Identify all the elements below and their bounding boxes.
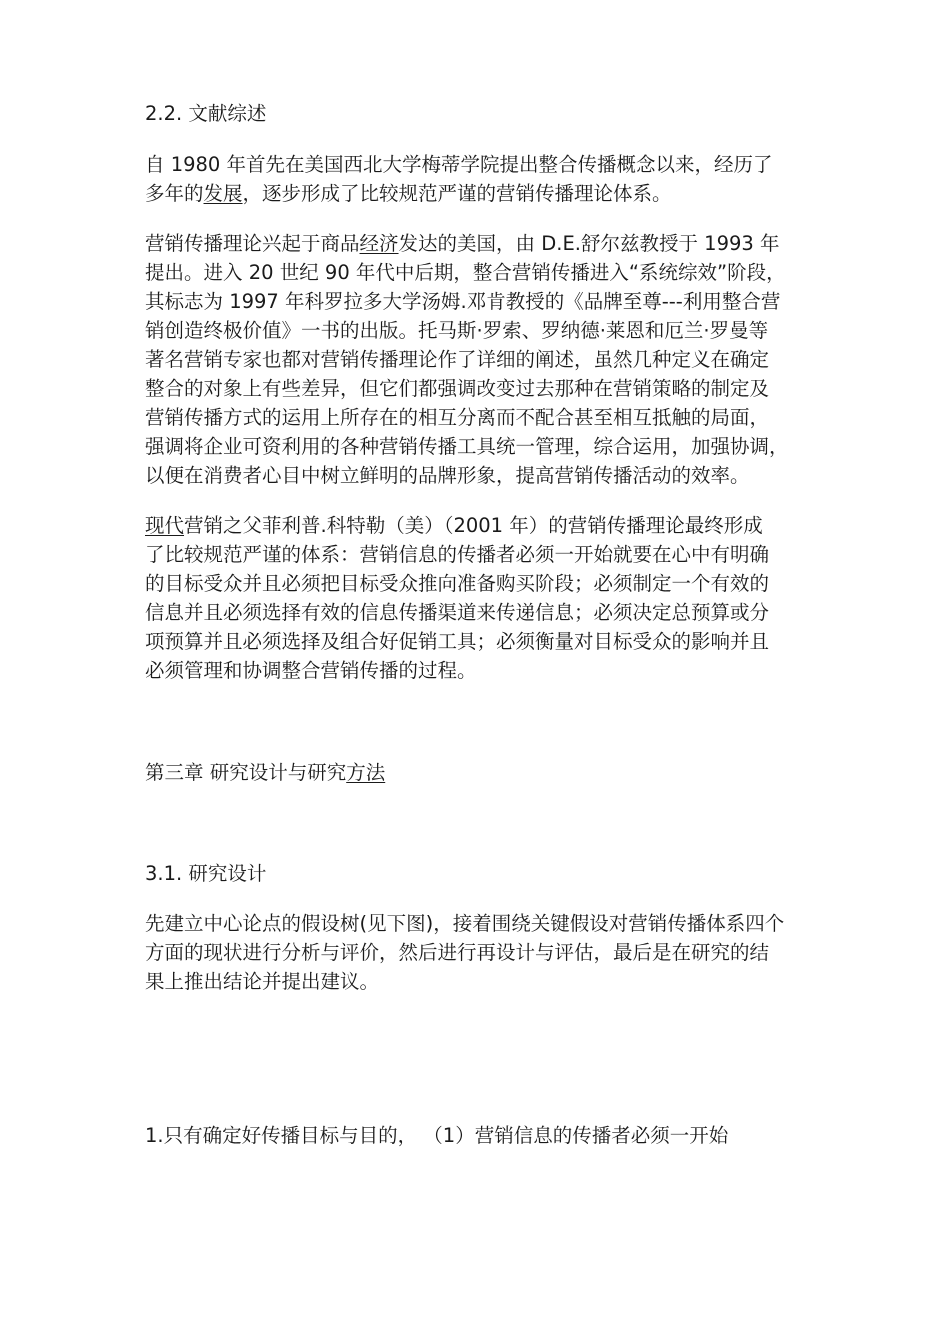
text-run: 营销之父菲利普.科特勒（美）（2001 年）的营销传播理论最终形成 xyxy=(184,514,763,537)
text-line: 了比较规范严谨的体系：营销信息的传播者必须一开始就要在心中有明确 xyxy=(145,543,770,566)
text-line: 果上推出结论并提出建议。 xyxy=(145,970,380,993)
paragraph-integrated-communication-origin xyxy=(145,150,773,208)
text-line: 销创造终极价值》一书的出版。托马斯·罗索、罗纳德·莱恩和厄兰·罗曼等 xyxy=(145,319,769,342)
link-development[interactable]: 发展 xyxy=(203,182,243,205)
text-line: 信息并且必须选择有效的信息传播渠道来传递信息；必须决定总预算或分 xyxy=(145,601,770,624)
text-line: 先建立中心论点的假设树(见下图)，接着围绕关键假设对营销传播体系四个 xyxy=(145,912,785,935)
link-method[interactable]: 方法 xyxy=(346,761,386,784)
text-line: 其标志为 1997 年科罗拉多大学汤姆.邓肯教授的《品牌至尊---利用整合营 xyxy=(145,290,781,313)
text-run: 发达的美国，由 D.E.舒尔兹教授于 1993 年 xyxy=(398,232,780,255)
paragraph-marketing-theory-history xyxy=(145,229,789,490)
link-economy[interactable]: 经济 xyxy=(359,232,399,255)
text-run: 多年的 xyxy=(145,182,204,205)
text-run: ，逐步形成了比较规范严谨的营销传播理论体系。 xyxy=(242,182,672,205)
text-line: 自 1980 年首先在美国西北大学梅蒂学院提出整合传播概念以来，经历了 xyxy=(145,153,773,176)
link-modern[interactable]: 现代 xyxy=(145,514,185,537)
text-run: 营销传播理论兴起于商品 xyxy=(145,232,360,255)
text-line xyxy=(145,511,769,540)
text-line: 项预算并且必须选择及组合好促销工具；必须衡量对目标受众的影响并且 xyxy=(145,630,770,653)
text-line xyxy=(145,179,773,208)
text-line xyxy=(145,229,789,258)
text-line: 的目标受众并且必须把目标受众推向准备购买阶段；必须制定一个有效的 xyxy=(145,572,770,595)
paragraph-kotler-theory xyxy=(145,511,769,685)
text-line: 整合的对象上有些差异，但它们都强调改变过去那种在营销策略的制定及 xyxy=(145,377,770,400)
text-line: 强调将企业可资利用的各种营销传播工具统一管理，综合运用，加强协调， xyxy=(145,435,789,458)
chapter-3-title xyxy=(145,758,385,787)
text-line: 著名营销专家也都对营销传播理论作了详细的阐述，虽然几种定义在确定 xyxy=(145,348,770,371)
paragraph-research-design xyxy=(145,909,784,996)
text-line: 营销传播方式的运用上所存在的相互分离而不配合甚至相互抵触的局面， xyxy=(145,406,770,429)
text-line: 提出。进入 20 世纪 90 年代中后期，整合营销传播进入“系统综效”阶段， xyxy=(145,261,786,284)
section-heading-2-2: 2.2. 文献综述 xyxy=(145,102,267,125)
text-line: 必须管理和协调整合营销传播的过程。 xyxy=(145,659,477,682)
hypothesis-tree-line: 1.只有确定好传播目标与目的， （1）营销信息的传播者必须一开始 xyxy=(145,1124,729,1147)
text-line: 方面的现状进行分析与评价，然后进行再设计与评估，最后是在研究的结 xyxy=(145,941,770,964)
section-heading-3-1: 3.1. 研究设计 xyxy=(145,862,267,885)
text-line: 以便在消费者心目中树立鲜明的品牌形象，提高营销传播活动的效率。 xyxy=(145,464,750,487)
text-run: 第三章 研究设计与研究 xyxy=(145,761,347,784)
